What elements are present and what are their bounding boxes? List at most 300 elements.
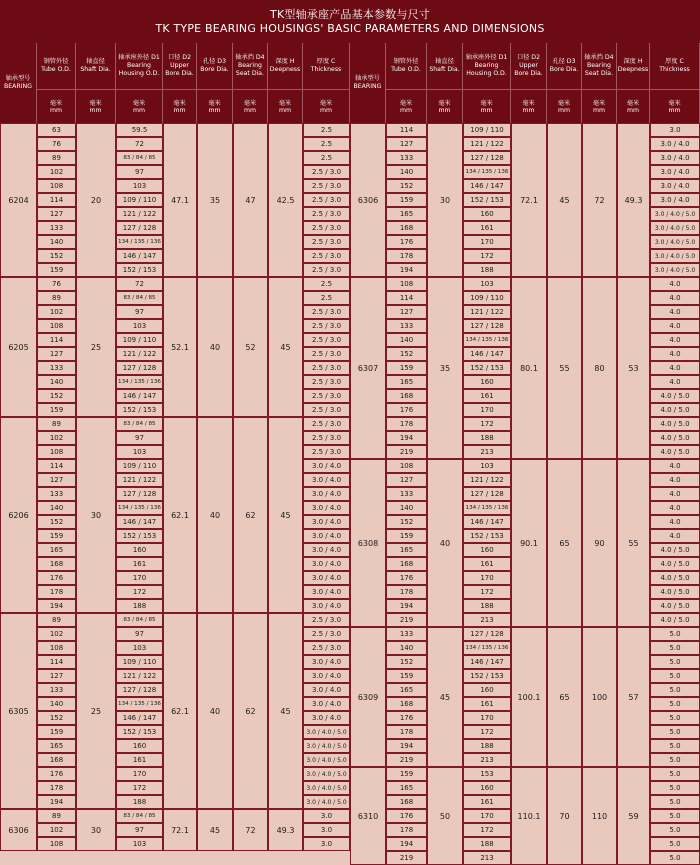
left-tube-od-cell: 165 <box>37 543 76 557</box>
left-thickness-cell: 2.5 <box>303 123 350 137</box>
right-thickness-cell: 3.0 / 4.0 <box>650 151 700 165</box>
right-housing-od-cell: 170 <box>463 571 511 585</box>
right-housing-od-cell: 160 <box>463 781 511 795</box>
right-tube-od-cell: 168 <box>386 221 427 235</box>
right-thickness-cell: 5.0 <box>650 781 700 795</box>
right-header-housing_od: 轴承座外径 D1 Bearing Housing O.D. <box>463 43 511 89</box>
left-thickness-cell: 3.0 / 4.0 <box>303 571 350 585</box>
left-thickness-cell: 2.5 / 3.0 <box>303 347 350 361</box>
left-thickness-cell: 3.0 / 4.0 <box>303 557 350 571</box>
left-header-deepness: 深度 H Deepness <box>268 43 303 89</box>
left-tube-od-cell: 76 <box>37 137 76 151</box>
left-thickness-cell: 3.0 / 4.0 <box>303 683 350 697</box>
right-deepness-cell: 53 <box>617 277 650 459</box>
right-housing-od-cell: 134 / 135 / 136 <box>463 641 511 655</box>
right-tube-od-cell: 194 <box>386 431 427 445</box>
right-seat-dia-cell: 72 <box>582 123 617 277</box>
left-housing-od-cell: 72 <box>116 137 163 151</box>
right-tube-od-cell: 159 <box>386 361 427 375</box>
right-housing-od-cell: 109 / 110 <box>463 123 511 137</box>
left-housing-od-cell: 152 / 153 <box>116 263 163 277</box>
right-thickness-cell: 5.0 <box>650 837 700 851</box>
right-tube-od-cell: 127 <box>386 305 427 319</box>
right-unit-shaft_dia: 毫米 mm <box>427 89 463 123</box>
right-tube-od-cell: 159 <box>386 767 427 781</box>
right-thickness-cell: 4.0 <box>650 305 700 319</box>
left-tube-od-cell: 102 <box>37 165 76 179</box>
right-tube-od-cell: 178 <box>386 417 427 431</box>
left-housing-od-cell: 109 / 110 <box>116 333 163 347</box>
left-tube-od-cell: 168 <box>37 753 76 767</box>
left-thickness-cell: 2.5 / 3.0 <box>303 235 350 249</box>
left-thickness-cell: 3.0 <box>303 837 350 851</box>
right-housing-od-cell: 127 / 128 <box>463 627 511 641</box>
right-housing-od-cell: 161 <box>463 557 511 571</box>
right-thickness-cell: 4.0 / 5.0 <box>650 599 700 613</box>
right-tube-od-cell: 178 <box>386 823 427 837</box>
right-thickness-cell: 4.0 <box>650 291 700 305</box>
left-thickness-cell: 3.0 / 4.0 / 5.0 <box>303 767 350 781</box>
left-thickness-cell: 3.0 <box>303 823 350 837</box>
left-tube-od-cell: 133 <box>37 221 76 235</box>
right-housing-od-cell: 188 <box>463 263 511 277</box>
left-header-bearing: 轴承型号 BEARING <box>0 43 37 123</box>
left-housing-od-cell: 83 / 84 / 85 <box>116 613 163 627</box>
left-tube-od-cell: 140 <box>37 697 76 711</box>
left-tube-od-cell: 176 <box>37 571 76 585</box>
left-header-thickness: 厚度 C Thickness <box>303 43 350 89</box>
left-shaft-dia-cell: 30 <box>76 809 116 851</box>
right-unit-upper_bore: 毫米 mm <box>511 89 547 123</box>
right-deepness-cell: 57 <box>617 627 650 767</box>
right-tube-od-cell: 133 <box>386 319 427 333</box>
left-unit-seat_dia: 毫米 mm <box>233 89 268 123</box>
right-thickness-cell: 5.0 <box>650 627 700 641</box>
left-thickness-cell: 3.0 / 4.0 <box>303 473 350 487</box>
left-tube-od-cell: 127 <box>37 207 76 221</box>
left-tube-od-cell: 89 <box>37 417 76 431</box>
left-bearing-cell: 6305 <box>0 613 37 809</box>
left-deepness-cell: 42.5 <box>268 123 303 277</box>
left-housing-od-cell: 83 / 84 / 85 <box>116 809 163 823</box>
right-bore-dia-cell: 45 <box>547 123 582 277</box>
left-housing-od-cell: 97 <box>116 431 163 445</box>
left-bore-dia-cell: 40 <box>197 277 233 417</box>
left-seat-dia-cell: 47 <box>233 123 268 277</box>
left-housing-od-cell: 188 <box>116 795 163 809</box>
left-housing-od-cell: 103 <box>116 179 163 193</box>
right-thickness-cell: 4.0 / 5.0 <box>650 585 700 599</box>
left-bearing-cell: 6204 <box>0 123 37 277</box>
left-housing-od-cell: 97 <box>116 627 163 641</box>
left-thickness-cell: 2.5 / 3.0 <box>303 389 350 403</box>
left-thickness-cell: 3.0 / 4.0 <box>303 585 350 599</box>
right-tube-od-cell: 140 <box>386 501 427 515</box>
left-tube-od-cell: 76 <box>37 277 76 291</box>
right-housing-od-cell: 152 / 153 <box>463 193 511 207</box>
right-tube-od-cell: 159 <box>386 193 427 207</box>
right-housing-od-cell: 152 / 153 <box>463 669 511 683</box>
right-unit-tube_od: 毫米 mm <box>386 89 427 123</box>
left-housing-od-cell: 83 / 84 / 85 <box>116 417 163 431</box>
right-tube-od-cell: 133 <box>386 627 427 641</box>
left-housing-od-cell: 103 <box>116 445 163 459</box>
right-thickness-cell: 5.0 <box>650 753 700 767</box>
left-housing-od-cell: 134 / 135 / 136 <box>116 697 163 711</box>
right-bearing-cell: 6309 <box>350 627 386 767</box>
left-thickness-cell: 3.0 / 4.0 / 5.0 <box>303 725 350 739</box>
left-tube-od-cell: 89 <box>37 809 76 823</box>
right-thickness-cell: 4.0 <box>650 473 700 487</box>
right-seat-dia-cell: 100 <box>582 627 617 767</box>
right-thickness-cell: 4.0 <box>650 501 700 515</box>
right-thickness-cell: 5.0 <box>650 641 700 655</box>
right-unit-thickness: 毫米 mm <box>650 89 700 123</box>
right-thickness-cell: 5.0 <box>650 697 700 711</box>
right-tube-od-cell: 219 <box>386 851 427 865</box>
left-thickness-cell: 3.0 / 4.0 <box>303 501 350 515</box>
right-tube-od-cell: 194 <box>386 599 427 613</box>
right-thickness-cell: 4.0 <box>650 515 700 529</box>
left-housing-od-cell: 127 / 128 <box>116 361 163 375</box>
right-housing-od-cell: 127 / 128 <box>463 319 511 333</box>
left-thickness-cell: 3.0 / 4.0 <box>303 543 350 557</box>
left-housing-od-cell: 146 / 147 <box>116 515 163 529</box>
left-thickness-cell: 3.0 / 4.0 / 5.0 <box>303 753 350 767</box>
right-seat-dia-cell: 90 <box>582 459 617 627</box>
right-housing-od-cell: 213 <box>463 753 511 767</box>
right-housing-od-cell: 170 <box>463 809 511 823</box>
right-thickness-cell: 4.0 <box>650 375 700 389</box>
left-thickness-cell: 3.0 / 4.0 / 5.0 <box>303 781 350 795</box>
right-housing-od-cell: 172 <box>463 417 511 431</box>
left-unit-housing_od: 毫米 mm <box>116 89 163 123</box>
right-housing-od-cell: 146 / 147 <box>463 655 511 669</box>
left-thickness-cell: 2.5 <box>303 137 350 151</box>
right-tube-od-cell: 159 <box>386 669 427 683</box>
right-tube-od-cell: 176 <box>386 571 427 585</box>
right-housing-od-cell: 134 / 135 / 136 <box>463 501 511 515</box>
left-thickness-cell: 3.0 / 4.0 <box>303 515 350 529</box>
left-bore-dia-cell: 40 <box>197 417 233 613</box>
right-housing-od-cell: 103 <box>463 277 511 291</box>
right-header-tube_od: 钢管外径 Tube O.D. <box>386 43 427 89</box>
left-thickness-cell: 2.5 <box>303 277 350 291</box>
left-housing-od-cell: 109 / 110 <box>116 193 163 207</box>
right-unit-deepness: 毫米 mm <box>617 89 650 123</box>
right-tube-od-cell: 194 <box>386 739 427 753</box>
left-housing-od-cell: 103 <box>116 837 163 851</box>
left-deepness-cell: 45 <box>268 613 303 809</box>
right-thickness-cell: 3.0 / 4.0 <box>650 179 700 193</box>
right-tube-od-cell: 176 <box>386 235 427 249</box>
right-thickness-cell: 3.0 <box>650 123 700 137</box>
left-tube-od-cell: 89 <box>37 613 76 627</box>
right-tube-od-cell: 165 <box>386 781 427 795</box>
left-tube-od-cell: 194 <box>37 599 76 613</box>
left-housing-od-cell: 172 <box>116 585 163 599</box>
right-housing-od-cell: 146 / 147 <box>463 515 511 529</box>
left-housing-od-cell: 83 / 84 / 85 <box>116 291 163 305</box>
right-thickness-cell: 4.0 <box>650 361 700 375</box>
left-thickness-cell: 2.5 <box>303 291 350 305</box>
right-tube-od-cell: 165 <box>386 543 427 557</box>
left-thickness-cell: 2.5 / 3.0 <box>303 627 350 641</box>
right-housing-od-cell: 127 / 128 <box>463 151 511 165</box>
right-housing-od-cell: 134 / 135 / 136 <box>463 333 511 347</box>
right-bore-dia-cell: 65 <box>547 459 582 627</box>
right-upper-bore-cell: 110.1 <box>511 767 547 865</box>
right-thickness-cell: 4.0 <box>650 487 700 501</box>
left-tube-od-cell: 127 <box>37 473 76 487</box>
left-unit-tube_od: 毫米 mm <box>37 89 76 123</box>
right-thickness-cell: 4.0 / 5.0 <box>650 389 700 403</box>
right-tube-od-cell: 159 <box>386 529 427 543</box>
left-deepness-cell: 49.3 <box>268 809 303 851</box>
right-housing-od-cell: 172 <box>463 249 511 263</box>
left-tube-od-cell: 89 <box>37 291 76 305</box>
left-housing-od-cell: 83 / 84 / 85 <box>116 151 163 165</box>
right-housing-od-cell: 161 <box>463 795 511 809</box>
left-shaft-dia-cell: 25 <box>76 613 116 809</box>
left-header-tube_od: 钢管外径 Tube O.D. <box>37 43 76 89</box>
right-upper-bore-cell: 100.1 <box>511 627 547 767</box>
left-upper-bore-cell: 72.1 <box>163 809 197 851</box>
left-tube-od-cell: 108 <box>37 179 76 193</box>
right-tube-od-cell: 152 <box>386 347 427 361</box>
right-tube-od-cell: 168 <box>386 697 427 711</box>
left-bore-dia-cell: 45 <box>197 809 233 851</box>
left-shaft-dia-cell: 20 <box>76 123 116 277</box>
left-seat-dia-cell: 52 <box>233 277 268 417</box>
right-tube-od-cell: 127 <box>386 137 427 151</box>
right-housing-od-cell: 160 <box>463 375 511 389</box>
left-tube-od-cell: 102 <box>37 823 76 837</box>
left-upper-bore-cell: 52.1 <box>163 277 197 417</box>
left-housing-od-cell: 134 / 135 / 136 <box>116 501 163 515</box>
left-tube-od-cell: 133 <box>37 683 76 697</box>
right-thickness-cell: 5.0 <box>650 767 700 781</box>
left-thickness-cell: 2.5 / 3.0 <box>303 445 350 459</box>
right-housing-od-cell: 188 <box>463 431 511 445</box>
right-housing-od-cell: 188 <box>463 837 511 851</box>
left-bearing-cell: 6205 <box>0 277 37 417</box>
left-tube-od-cell: 133 <box>37 487 76 501</box>
right-housing-od-cell: 161 <box>463 389 511 403</box>
right-housing-od-cell: 188 <box>463 739 511 753</box>
left-upper-bore-cell: 47.1 <box>163 123 197 277</box>
right-housing-od-cell: 172 <box>463 585 511 599</box>
left-unit-bore_dia: 毫米 mm <box>197 89 233 123</box>
left-thickness-cell: 3.0 / 4.0 <box>303 711 350 725</box>
left-housing-od-cell: 103 <box>116 319 163 333</box>
right-thickness-cell: 4.0 / 5.0 <box>650 613 700 627</box>
right-thickness-cell: 4.0 / 5.0 <box>650 557 700 571</box>
left-housing-od-cell: 160 <box>116 543 163 557</box>
left-header-upper_bore: 口径 D2 Upper Bore Dia. <box>163 43 197 89</box>
left-tube-od-cell: 127 <box>37 669 76 683</box>
right-thickness-cell: 4.0 <box>650 277 700 291</box>
left-thickness-cell: 2.5 / 3.0 <box>303 319 350 333</box>
left-housing-od-cell: 97 <box>116 305 163 319</box>
left-housing-od-cell: 161 <box>116 557 163 571</box>
left-housing-od-cell: 121 / 122 <box>116 347 163 361</box>
left-housing-od-cell: 134 / 135 / 136 <box>116 375 163 389</box>
right-bearing-cell: 6307 <box>350 277 386 459</box>
left-housing-od-cell: 134 / 135 / 136 <box>116 235 163 249</box>
left-tube-od-cell: 140 <box>37 375 76 389</box>
right-shaft-dia-cell: 40 <box>427 459 463 627</box>
left-thickness-cell: 2.5 / 3.0 <box>303 193 350 207</box>
right-housing-od-cell: 153 <box>463 767 511 781</box>
left-shaft-dia-cell: 25 <box>76 277 116 417</box>
right-tube-od-cell: 194 <box>386 837 427 851</box>
right-deepness-cell: 55 <box>617 459 650 627</box>
left-tube-od-cell: 102 <box>37 305 76 319</box>
left-thickness-cell: 2.5 / 3.0 <box>303 417 350 431</box>
right-housing-od-cell: 170 <box>463 711 511 725</box>
right-thickness-cell: 3.0 / 4.0 / 5.0 <box>650 235 700 249</box>
left-bearing-cell: 6306 <box>0 809 37 851</box>
right-header-thickness: 厚度 C Thickness <box>650 43 700 89</box>
right-thickness-cell: 3.0 / 4.0 <box>650 137 700 151</box>
right-housing-od-cell: 170 <box>463 235 511 249</box>
right-housing-od-cell: 127 / 128 <box>463 487 511 501</box>
right-thickness-cell: 4.0 <box>650 319 700 333</box>
left-bore-dia-cell: 40 <box>197 613 233 809</box>
right-shaft-dia-cell: 45 <box>427 627 463 767</box>
left-tube-od-cell: 108 <box>37 319 76 333</box>
left-housing-od-cell: 152 / 153 <box>116 403 163 417</box>
left-housing-od-cell: 152 / 153 <box>116 725 163 739</box>
left-tube-od-cell: 140 <box>37 235 76 249</box>
left-header-seat_dia: 轴承挡 D4 Bearing Seat Dia. <box>233 43 268 89</box>
left-unit-thickness: 毫米 mm <box>303 89 350 123</box>
right-housing-od-cell: 213 <box>463 851 511 865</box>
right-thickness-cell: 5.0 <box>650 711 700 725</box>
right-tube-od-cell: 114 <box>386 123 427 137</box>
left-thickness-cell: 3.0 / 4.0 / 5.0 <box>303 739 350 753</box>
left-header-shaft_dia: 轴直径 Shaft Dia. <box>76 43 116 89</box>
left-thickness-cell: 3.0 <box>303 809 350 823</box>
right-housing-od-cell: 121 / 122 <box>463 473 511 487</box>
right-housing-od-cell: 160 <box>463 543 511 557</box>
left-housing-od-cell: 103 <box>116 641 163 655</box>
left-housing-od-cell: 127 / 128 <box>116 487 163 501</box>
right-thickness-cell: 3.0 / 4.0 / 5.0 <box>650 207 700 221</box>
left-tube-od-cell: 63 <box>37 123 76 137</box>
right-tube-od-cell: 176 <box>386 403 427 417</box>
right-housing-od-cell: 160 <box>463 207 511 221</box>
right-bore-dia-cell: 55 <box>547 277 582 459</box>
right-header-bearing: 轴承型号 BEARING <box>350 43 386 123</box>
right-tube-od-cell: 178 <box>386 725 427 739</box>
right-upper-bore-cell: 90.1 <box>511 459 547 627</box>
right-shaft-dia-cell: 35 <box>427 277 463 459</box>
left-shaft-dia-cell: 30 <box>76 417 116 613</box>
right-housing-od-cell: 152 / 153 <box>463 361 511 375</box>
left-tube-od-cell: 194 <box>37 795 76 809</box>
right-unit-seat_dia: 毫米 mm <box>582 89 617 123</box>
left-thickness-cell: 2.5 / 3.0 <box>303 263 350 277</box>
left-tube-od-cell: 168 <box>37 557 76 571</box>
left-thickness-cell: 2.5 / 3.0 <box>303 613 350 627</box>
right-upper-bore-cell: 72.1 <box>511 123 547 277</box>
right-thickness-cell: 5.0 <box>650 823 700 837</box>
left-tube-od-cell: 127 <box>37 347 76 361</box>
right-housing-od-cell: 172 <box>463 725 511 739</box>
right-thickness-cell: 4.0 / 5.0 <box>650 403 700 417</box>
right-housing-od-cell: 103 <box>463 459 511 473</box>
right-bearing-cell: 6308 <box>350 459 386 627</box>
left-thickness-cell: 2.5 / 3.0 <box>303 403 350 417</box>
right-tube-od-cell: 140 <box>386 333 427 347</box>
left-tube-od-cell: 114 <box>37 193 76 207</box>
right-tube-od-cell: 108 <box>386 277 427 291</box>
left-deepness-cell: 45 <box>268 417 303 613</box>
left-tube-od-cell: 152 <box>37 515 76 529</box>
right-bearing-cell: 6306 <box>350 123 386 277</box>
left-upper-bore-cell: 62.1 <box>163 417 197 613</box>
left-housing-od-cell: 146 / 147 <box>116 711 163 725</box>
right-housing-od-cell: 146 / 147 <box>463 179 511 193</box>
left-tube-od-cell: 176 <box>37 767 76 781</box>
left-housing-od-cell: 127 / 128 <box>116 221 163 235</box>
left-thickness-cell: 3.0 / 4.0 <box>303 669 350 683</box>
left-thickness-cell: 3.0 / 4.0 / 5.0 <box>303 795 350 809</box>
left-upper-bore-cell: 62.1 <box>163 613 197 809</box>
right-bore-dia-cell: 70 <box>547 767 582 865</box>
left-thickness-cell: 2.5 / 3.0 <box>303 179 350 193</box>
title-bar <box>0 0 700 43</box>
left-housing-od-cell: 59.5 <box>116 123 163 137</box>
left-housing-od-cell: 72 <box>116 277 163 291</box>
left-tube-od-cell: 152 <box>37 389 76 403</box>
left-unit-shaft_dia: 毫米 mm <box>76 89 116 123</box>
left-thickness-cell: 3.0 / 4.0 <box>303 459 350 473</box>
left-thickness-cell: 3.0 / 4.0 <box>303 487 350 501</box>
right-thickness-cell: 5.0 <box>650 809 700 823</box>
right-seat-dia-cell: 110 <box>582 767 617 865</box>
left-tube-od-cell: 114 <box>37 333 76 347</box>
left-thickness-cell: 2.5 / 3.0 <box>303 431 350 445</box>
right-bore-dia-cell: 65 <box>547 627 582 767</box>
right-thickness-cell: 4.0 / 5.0 <box>650 571 700 585</box>
left-housing-od-cell: 127 / 128 <box>116 683 163 697</box>
left-thickness-cell: 2.5 / 3.0 <box>303 361 350 375</box>
left-tube-od-cell: 133 <box>37 361 76 375</box>
right-unit-bore_dia: 毫米 mm <box>547 89 582 123</box>
right-housing-od-cell: 109 / 110 <box>463 291 511 305</box>
right-tube-od-cell: 219 <box>386 613 427 627</box>
right-tube-od-cell: 178 <box>386 249 427 263</box>
left-housing-od-cell: 97 <box>116 165 163 179</box>
left-bearing-cell: 6206 <box>0 417 37 613</box>
right-tube-od-cell: 168 <box>386 557 427 571</box>
right-tube-od-cell: 127 <box>386 473 427 487</box>
right-shaft-dia-cell: 30 <box>427 123 463 277</box>
right-housing-od-cell: 134 / 135 / 136 <box>463 165 511 179</box>
right-housing-od-cell: 152 / 153 <box>463 529 511 543</box>
right-thickness-cell: 5.0 <box>650 795 700 809</box>
right-deepness-cell: 59 <box>617 767 650 865</box>
left-tube-od-cell: 114 <box>37 655 76 669</box>
left-thickness-cell: 2.5 / 3.0 <box>303 221 350 235</box>
right-tube-od-cell: 133 <box>386 487 427 501</box>
left-thickness-cell: 2.5 / 3.0 <box>303 375 350 389</box>
right-housing-od-cell: 188 <box>463 599 511 613</box>
left-thickness-cell: 3.0 / 4.0 <box>303 599 350 613</box>
